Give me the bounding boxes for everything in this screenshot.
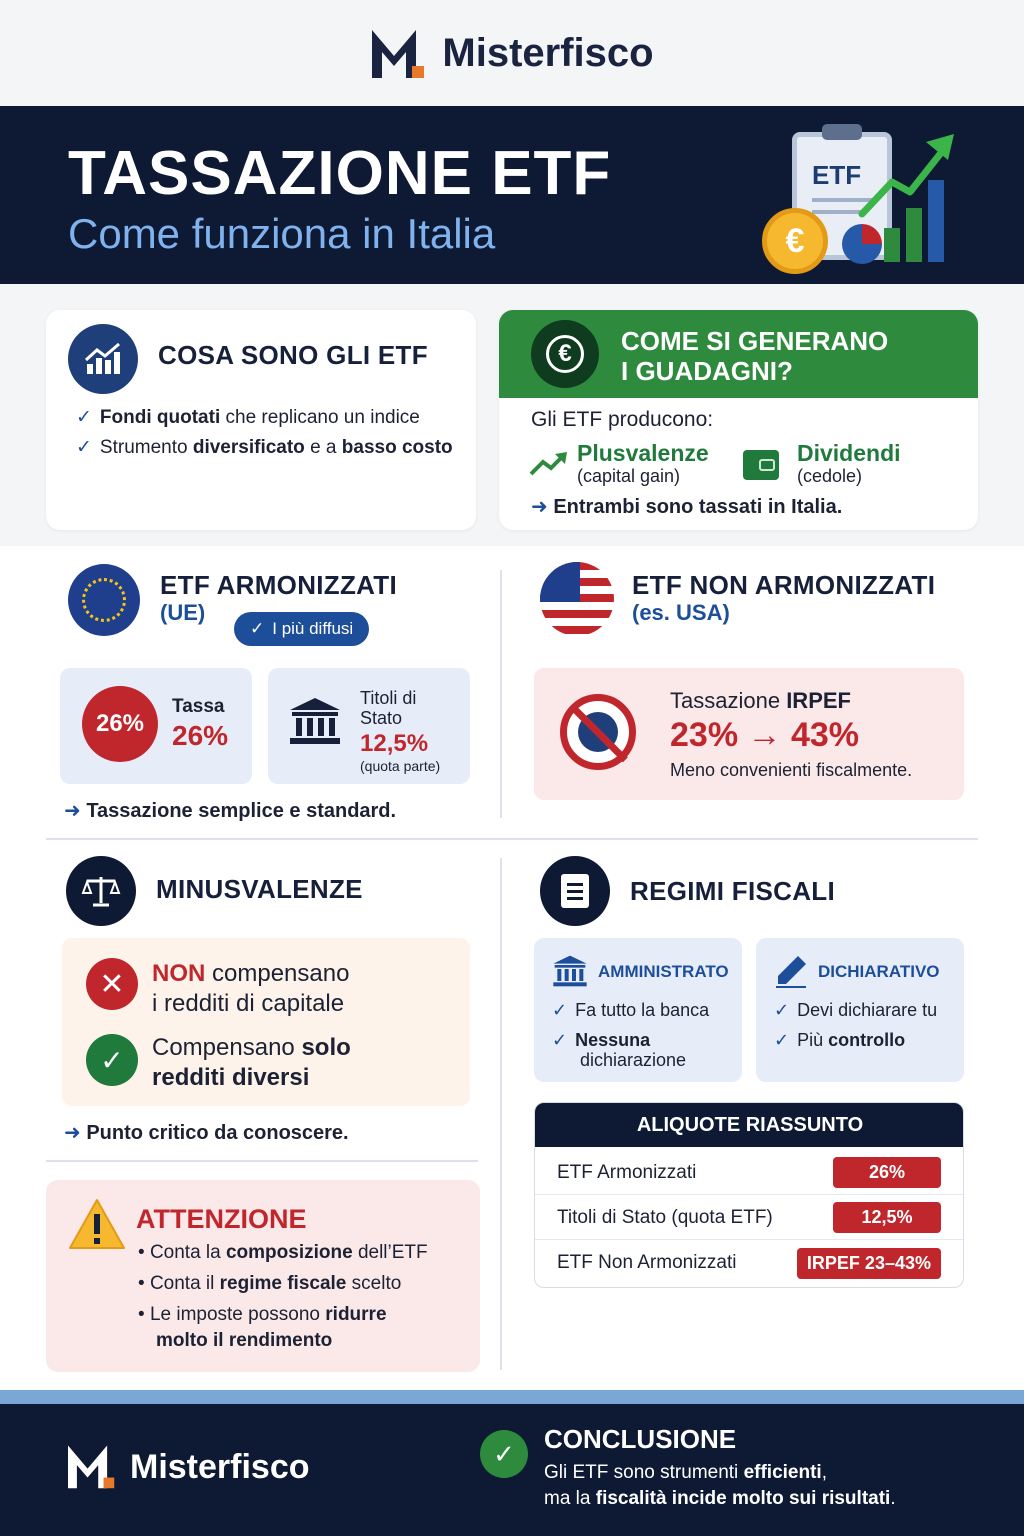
armonizzati-note: ➜ Tassazione semplice e standard. [64,800,397,822]
hero-subtitle: Come funziona in Italia [68,210,496,257]
cosa-sono-title: COSA SONO GLI ETF [158,340,428,370]
misterfisco-logo-icon [370,26,428,80]
minusvalenze-title: MINUSVALENZE [156,874,363,904]
aliquote-row: ETF Non Armonizzati IRPEF 23–43% [535,1241,963,1285]
arrow-right-icon: ➜ [64,800,87,822]
etf-illustration [760,120,970,272]
guadagni-title-line2: I GUADAGNI? [621,356,793,386]
attenzione-box [46,1180,480,1372]
minus-yes-line2: redditi diversi [152,1064,310,1091]
brand-name: Misterfisco [442,30,654,75]
cosa-sono-item-2: ✓ Strumento diversificato e a basso costo [76,437,453,458]
guadagni-card [499,310,978,530]
footer-stripe [0,1390,1024,1404]
rate-pill: IRPEF 23–43% [797,1248,941,1279]
plusvalenze-sub: (capital gain) [577,466,681,486]
bank-icon [552,954,588,988]
amministrato-item-1: ✓ Fa tutto la banca [552,1000,710,1020]
attenzione-bullet-3: • Le imposte possono ridurre [138,1304,387,1325]
titoli-line2: Stato [360,708,403,728]
irpef-note: Meno convenienti fiscalmente. [670,760,913,780]
minusvalenze-note: ➜ Punto critico da conoscere. [64,1122,349,1144]
vertical-divider-2 [500,858,502,1370]
attenzione-bullet-2: • Conta il regime fiscale scelto [138,1273,402,1294]
growth-chart-icon [68,324,138,394]
armonizzati-title: ETF ARMONIZZATI [160,570,398,600]
minus-yes-line1: Compensano solo [152,1034,351,1061]
check-icon: ✓ [774,1030,790,1050]
check-icon: ✓ [250,619,265,638]
check-icon: ✓ [552,1030,568,1050]
footer [0,1404,1024,1536]
regimi-title: REGIMI FISCALI [630,876,835,906]
check-circle-icon: ✓ [480,1430,528,1478]
arrow-right-icon: ➜ [64,1122,87,1144]
dichiarativo-item-1: ✓ Devi dichiarare tu [774,1000,938,1020]
bar-chart-icon [884,228,900,262]
tassa-label: Tassa [172,696,225,717]
dichiarativo-item-2: ✓ Più controllo [774,1030,906,1050]
pen-icon [774,954,808,988]
footer-brand-name: Misterfisco [130,1448,310,1486]
dividendi-label: Dividendi [797,440,901,466]
dichiarativo-title: DICHIARATIVO [818,962,940,981]
aliquote-table [534,1102,964,1288]
wallet-icon [743,450,779,480]
scales-icon [66,856,136,926]
amministrato-item-2: ✓ Nessuna [552,1030,651,1050]
armonizzati-subtitle: (UE) [160,600,206,625]
aliquote-title: ALIQUOTE RIASSUNTO [636,1113,864,1136]
dichiarativo-box [756,938,964,1082]
etf-badge: ETF [812,160,862,190]
document-icon [540,856,610,926]
hero-banner [0,106,1024,284]
guadagni-title-line1: COME SI GENERANO [621,326,889,356]
warning-icon [68,1198,126,1250]
non-armonizzati-subtitle: (es. USA) [632,600,730,625]
eu-flag-icon [68,564,140,636]
attenzione-bullet-3-line2: molto il rendimento [156,1330,333,1351]
irpef-range: 23% → 43% [670,716,859,754]
cross-icon: ✕ [86,958,138,1010]
guadagni-intro: Gli ETF producono: [531,408,714,431]
attenzione-title: ATTENZIONE [136,1204,307,1234]
guadagni-header [499,310,978,398]
amministrato-box [534,938,742,1082]
titoli-value: 12,5% [360,730,429,757]
attenzione-bullet-1: • Conta la composizione dell’ETF [138,1242,428,1263]
cosa-sono-card [46,310,476,530]
misterfisco-logo-icon [66,1442,118,1490]
aliquote-row: Titoli di Stato (quota ETF) 12,5% [535,1196,963,1240]
trend-up-icon [529,450,569,478]
aliquote-header [535,1103,964,1147]
tax-26-circle: 26% [82,686,158,762]
conclusione-line1: Gli ETF sono strumenti efficienti, [544,1462,827,1483]
hero-title: TASSAZIONE ETF [68,139,612,208]
top-logo [0,0,1024,106]
check-icon: ✓ [76,407,92,428]
usa-flag-icon [540,562,614,636]
arrow-right-icon: ➜ [531,496,554,518]
dividendi-sub: (cedole) [797,466,863,486]
minusvalenze-box [62,938,470,1106]
trend-arrow-icon [856,130,956,220]
pie-chart-icon [842,224,882,264]
titoli-sub: (quota parte) [360,758,441,774]
left-divider [46,1160,478,1162]
no-globe-icon [560,694,636,770]
piu-diffusi-badge: ✓ I più diffusi [234,612,369,646]
amministrato-item-2-line2: dichiarazione [580,1050,687,1070]
conclusione-line2: ma la fiscalità incide molto sui risultati. [544,1488,896,1509]
non-armonizzati-title: ETF NON ARMONIZZATI [632,570,936,600]
check-circle-icon: ✓ [86,1034,138,1086]
irpef-label: Tassazione IRPEF [670,688,851,713]
titoli-line1: Titoli di [360,688,417,708]
aliquote-row: ETF Armonizzati 26% [535,1151,963,1195]
rate-pill: 12,5% [833,1202,941,1233]
cosa-sono-item-1: ✓ Fondi quotati che replicano un indice [76,407,420,428]
titoli-box [268,668,470,784]
guadagni-note: ➜ Entrambi sono tassati in Italia. [531,496,843,518]
euro-icon: € [531,320,599,388]
euro-coin-icon: € [762,208,828,274]
check-icon: ✓ [76,437,92,458]
rate-pill: 26% [833,1157,941,1188]
amministrato-title: AMMINISTRATO [598,962,729,981]
horizontal-divider [46,838,978,840]
conclusione-title: CONCLUSIONE [544,1424,737,1454]
plusvalenze-label: Plusvalenze [577,440,709,466]
vertical-divider [500,570,502,818]
tassa-value: 26% [172,720,229,751]
irpef-box [534,668,964,800]
check-icon: ✓ [552,1000,568,1020]
check-icon: ✓ [774,1000,790,1020]
minus-no-line2: i redditi di capitale [152,990,345,1017]
minus-no-line1: NON compensano [152,960,350,987]
bank-icon [288,696,342,746]
tassa-box [60,668,252,784]
